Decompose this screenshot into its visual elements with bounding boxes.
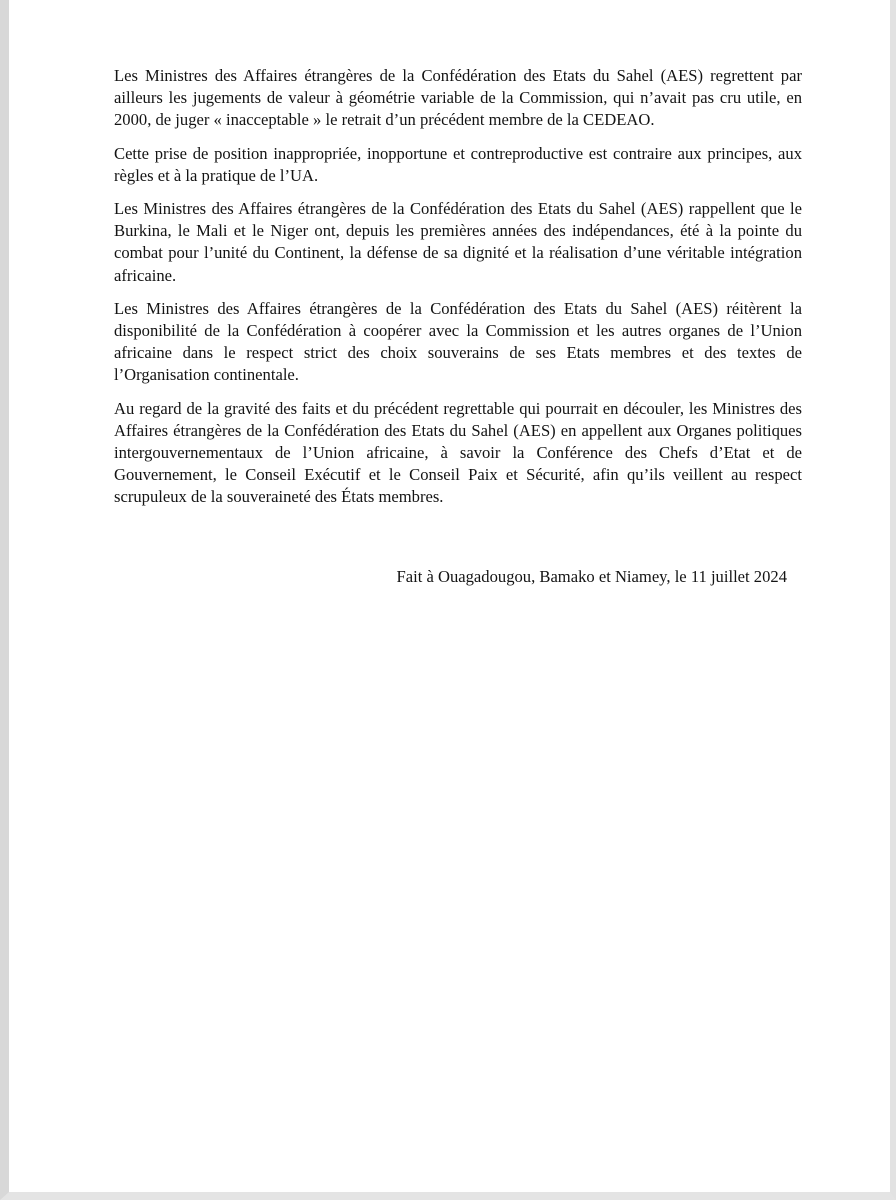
document-body [114, 65, 802, 520]
paragraph-continental-unity: Les Ministres des Affaires étrangères de la Confédération des Etats du Sahel (AES) rappellent que le Burkina, le Mali et le Niger ont, depuis les premières années des indépendances, été à la pointe du combat pour l’unité du Continent, la défense de sa dignité et la réalisation d’une véritable intégration africaine. [114, 199, 802, 285]
paragraph-appeal-to-organs: Au regard de la gravité des faits et du précédent regrettable qui pourrait en découler, les Ministres des Affaires étrangères de la Confédération des Etats du Sahel (AES) en appellent aux Organes politiques intergouvernementaux de l’Union africaine, à savoir la Conférence des Chefs d’Etat et de Gouvernement, le Conseil Exécutif et le Conseil Paix et Sécurité, afin qu’ils veillent au respect scrupuleux de la souveraineté des États membres. [114, 398, 802, 507]
place-and-date-line: Fait à Ouagadougou, Bamako et Niamey, le 11 juillet 2024 [396, 567, 787, 586]
paragraph-cooperation-availability: Les Ministres des Affaires étrangères de la Confédération des Etats du Sahel (AES) réitèrent la disponibilité de la Confédération à coopérer avec la Commission et les autres organes de l’Union africaine dans le respect strict des choix souverains de ses Etats membres et des textes de l’Organisation continentale. [114, 298, 802, 385]
paragraph-inappropriate-position: Cette prise de position inappropriée, inopportune et contreproductive est contraire aux principes, aux règles et à la pratique de l’UA. [114, 143, 802, 185]
paragraph-regret-value-judgments: Les Ministres des Affaires étrangères de la Confédération des Etats du Sahel (AES) regrettent par ailleurs les jugements de valeur à géométrie variable de la Commission, qui n’avait pas cru utile, en 2000, de juger « inacceptable » le retrait d’un précédent membre de la CEDEAO. [114, 66, 802, 130]
